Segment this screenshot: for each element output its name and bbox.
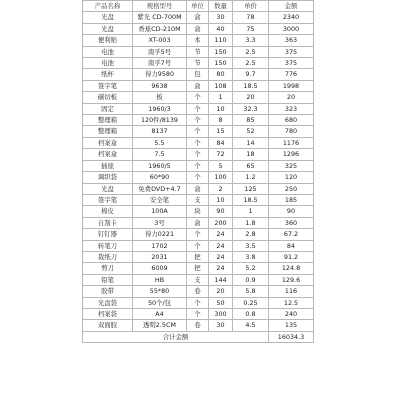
cell-amount[interactable]: 360 [269, 217, 314, 228]
cell-spec-model[interactable]: 南孚7号 [133, 58, 187, 69]
total-value[interactable]: 16034.3 [269, 331, 314, 342]
cell-amount[interactable]: 124.8 [269, 263, 314, 274]
cell-unit-price[interactable]: 65 [233, 160, 269, 171]
cell-spec-model[interactable]: 55*80 [133, 286, 187, 297]
header-product-name[interactable]: 产品名称 [83, 1, 133, 12]
cell-quantity[interactable]: 24 [209, 229, 233, 240]
cell-unit-price[interactable]: 1.8 [233, 217, 269, 228]
cell-product-name[interactable]: 胶带 [83, 286, 133, 297]
cell-unit[interactable]: 节 [187, 58, 209, 69]
cell-product-name[interactable]: 光盘 [83, 183, 133, 194]
cell-spec-model[interactable]: 1960/5 [133, 160, 187, 171]
cell-unit-price[interactable]: 125 [233, 183, 269, 194]
cell-unit-price[interactable]: 2.5 [233, 58, 269, 69]
table-row [83, 35, 314, 46]
table-row [83, 172, 314, 183]
cell-product-name[interactable]: 档案盒 [83, 137, 133, 148]
cell-quantity[interactable]: 20 [209, 286, 233, 297]
cell-amount[interactable]: 12.5 [269, 297, 314, 308]
cell-spec-model[interactable]: 得力0221 [133, 229, 187, 240]
cell-unit[interactable]: 个 [187, 126, 209, 137]
cell-spec-model[interactable]: A4 [133, 308, 187, 319]
cell-quantity[interactable]: 108 [209, 80, 233, 91]
cell-product-name[interactable]: 铅笔 [83, 274, 133, 285]
cell-amount[interactable]: 3000 [269, 23, 314, 34]
table-row [83, 103, 314, 114]
cell-quantity[interactable]: 84 [209, 137, 233, 148]
cell-spec-model[interactable]: 60*90 [133, 172, 187, 183]
cell-amount[interactable]: 363 [269, 35, 314, 46]
cell-unit[interactable]: 卷 [187, 320, 209, 331]
table-row [83, 69, 314, 80]
cell-quantity[interactable]: 110 [209, 35, 233, 46]
cell-product-name[interactable]: 整理箱 [83, 115, 133, 126]
cell-unit-price[interactable]: 4.5 [233, 320, 269, 331]
table-row [83, 297, 314, 308]
cell-product-name[interactable]: 自刮卡 [83, 217, 133, 228]
cell-product-name[interactable]: 转笔刀 [83, 240, 133, 251]
cell-unit[interactable]: 盒 [187, 183, 209, 194]
cell-spec-model[interactable]: 2031 [133, 251, 187, 262]
cell-unit-price[interactable]: 0.9 [233, 274, 269, 285]
cell-quantity[interactable]: 1 [209, 92, 233, 103]
header-unit[interactable]: 单位 [187, 1, 209, 12]
cell-unit[interactable]: 个 [187, 92, 209, 103]
table-row [83, 137, 314, 148]
table-row [83, 217, 314, 228]
cell-unit[interactable]: 包 [187, 69, 209, 80]
cell-product-name[interactable]: 剪刀 [83, 263, 133, 274]
cell-unit[interactable]: 块 [187, 206, 209, 217]
cell-amount[interactable]: 323 [269, 103, 314, 114]
cell-quantity[interactable]: 24 [209, 240, 233, 251]
cell-spec-model[interactable]: 50个/包 [133, 297, 187, 308]
cell-quantity[interactable]: 150 [209, 58, 233, 69]
cell-unit[interactable]: 把 [187, 263, 209, 274]
cell-unit-price[interactable]: 78 [233, 12, 269, 23]
table-row [83, 80, 314, 91]
cell-unit[interactable]: 盒 [187, 12, 209, 23]
cell-amount[interactable]: 116 [269, 286, 314, 297]
cell-product-name[interactable]: 光盘袋 [83, 297, 133, 308]
table-row [83, 23, 314, 34]
table-row [83, 183, 314, 194]
cell-unit-price[interactable]: 18 [233, 149, 269, 160]
cell-product-name[interactable]: 光盘 [83, 12, 133, 23]
cell-amount[interactable]: 250 [269, 183, 314, 194]
cell-unit-price[interactable]: 2.5 [233, 46, 269, 57]
cell-product-name[interactable]: 整理箱 [83, 126, 133, 137]
cell-spec-model[interactable]: 8137 [133, 126, 187, 137]
cell-spec-model[interactable]: 7.5 [133, 149, 187, 160]
cell-spec-model[interactable]: 120件/8139 [133, 115, 187, 126]
cell-quantity[interactable]: 80 [209, 69, 233, 80]
table-row [83, 194, 314, 205]
cell-product-name[interactable]: 光盘 [83, 23, 133, 34]
cell-unit-price[interactable]: 5.2 [233, 263, 269, 274]
spreadsheet-sheet [82, 0, 313, 343]
table-row [83, 274, 314, 285]
cell-quantity[interactable]: 5 [209, 160, 233, 171]
cell-quantity[interactable]: 40 [209, 23, 233, 34]
cell-quantity[interactable]: 8 [209, 115, 233, 126]
cell-spec-model[interactable]: 南孚5号 [133, 46, 187, 57]
cell-unit[interactable]: 个 [187, 103, 209, 114]
header-amount[interactable]: 金额 [269, 1, 314, 12]
cell-unit-price[interactable]: 20 [233, 92, 269, 103]
cell-product-name[interactable]: 调织袋 [83, 172, 133, 183]
cell-unit[interactable]: 本 [187, 35, 209, 46]
cell-amount[interactable]: 20 [269, 92, 314, 103]
cell-quantity[interactable]: 150 [209, 46, 233, 57]
cell-amount[interactable]: 1998 [269, 80, 314, 91]
cell-amount[interactable]: 1176 [269, 137, 314, 148]
table-row [83, 286, 314, 297]
table-row [83, 240, 314, 251]
table-row [83, 263, 314, 274]
cell-quantity[interactable]: 100 [209, 172, 233, 183]
cell-quantity[interactable]: 10 [209, 194, 233, 205]
cell-unit-price[interactable]: 32.3 [233, 103, 269, 114]
cell-unit[interactable]: 支 [187, 194, 209, 205]
cell-unit-price[interactable]: 3.5 [233, 240, 269, 251]
cell-spec-model[interactable]: 5.5 [133, 137, 187, 148]
table-row [83, 308, 314, 319]
cell-unit-price[interactable]: 18.5 [233, 80, 269, 91]
cell-quantity[interactable]: 300 [209, 308, 233, 319]
cell-unit-price[interactable]: 85 [233, 115, 269, 126]
cell-unit[interactable]: 个 [187, 172, 209, 183]
cell-product-name[interactable]: 档案袋 [83, 308, 133, 319]
table-row [83, 206, 314, 217]
cell-spec-model[interactable]: 紫光 CD-700M [133, 12, 187, 23]
cell-unit-price[interactable]: 0.8 [233, 308, 269, 319]
cell-spec-model[interactable]: 3号 [133, 217, 187, 228]
cell-unit[interactable]: 个 [187, 137, 209, 148]
cell-spec-model[interactable]: 得力9580 [133, 69, 187, 80]
cell-product-name[interactable]: 纸杯 [83, 69, 133, 80]
cell-unit[interactable]: 个 [187, 115, 209, 126]
cell-quantity[interactable]: 90 [209, 206, 233, 217]
cell-amount[interactable]: 680 [269, 115, 314, 126]
table-row [83, 229, 314, 240]
cell-unit-price[interactable]: 14 [233, 137, 269, 148]
cell-spec-model[interactable]: 6009 [133, 263, 187, 274]
cell-product-name[interactable]: 电池 [83, 46, 133, 57]
total-row [83, 331, 314, 342]
cell-unit[interactable]: 盒 [187, 23, 209, 34]
cell-product-name[interactable]: 电池 [83, 58, 133, 69]
table-row [83, 12, 314, 23]
cell-product-name[interactable]: 双面胶 [83, 320, 133, 331]
cell-unit-price[interactable]: 3.3 [233, 35, 269, 46]
cell-unit-price[interactable]: 1 [233, 206, 269, 217]
table-row [83, 92, 314, 103]
cell-amount[interactable]: 1296 [269, 149, 314, 160]
cell-unit[interactable]: 盒 [187, 80, 209, 91]
cell-unit-price[interactable]: 1.2 [233, 172, 269, 183]
cell-unit-price[interactable]: 18.5 [233, 194, 269, 205]
cell-quantity[interactable]: 144 [209, 274, 233, 285]
cell-amount[interactable]: 375 [269, 46, 314, 57]
cell-unit[interactable]: 卷 [187, 286, 209, 297]
table-row [83, 126, 314, 137]
cell-amount[interactable]: 325 [269, 160, 314, 171]
cell-unit-price[interactable]: 52 [233, 126, 269, 137]
cell-quantity[interactable]: 24 [209, 263, 233, 274]
header-spec-model[interactable]: 规格型号 [133, 1, 187, 12]
cell-product-name[interactable]: 钉钉器 [83, 229, 133, 240]
cell-unit[interactable]: 个 [187, 308, 209, 319]
cell-amount[interactable]: 91.2 [269, 251, 314, 262]
cell-quantity[interactable]: 200 [209, 217, 233, 228]
table-row [83, 160, 314, 171]
header-unit-price[interactable]: 单价 [233, 1, 269, 12]
cell-spec-model[interactable]: 板 [133, 92, 187, 103]
cell-unit-price[interactable]: 2.8 [233, 229, 269, 240]
cell-unit-price[interactable]: 0.25 [233, 297, 269, 308]
cell-unit[interactable]: 个 [187, 240, 209, 251]
cell-spec-model[interactable]: XT-003 [133, 35, 187, 46]
cell-unit-price[interactable]: 3.8 [233, 251, 269, 262]
cell-amount[interactable]: 240 [269, 308, 314, 319]
cell-quantity[interactable]: 50 [209, 297, 233, 308]
table-row [83, 115, 314, 126]
table-row [83, 149, 314, 160]
inventory-table [82, 0, 314, 343]
cell-spec-model[interactable]: 免费DVD+4.7 [133, 183, 187, 194]
cell-product-name[interactable]: 签字笔 [83, 194, 133, 205]
table-row [83, 58, 314, 69]
cell-unit[interactable]: 个 [187, 229, 209, 240]
cell-quantity[interactable]: 15 [209, 126, 233, 137]
cell-quantity[interactable]: 24 [209, 251, 233, 262]
table-body [83, 12, 314, 331]
cell-product-name[interactable]: 固定 [83, 103, 133, 114]
cell-quantity[interactable]: 30 [209, 320, 233, 331]
cell-spec-model[interactable]: 透明2.5CM [133, 320, 187, 331]
cell-unit-price[interactable]: 75 [233, 23, 269, 34]
cell-spec-model[interactable]: 9638 [133, 80, 187, 91]
cell-product-name[interactable]: 签字笔 [83, 80, 133, 91]
cell-amount[interactable]: 776 [269, 69, 314, 80]
total-label[interactable]: 合计金额 [83, 331, 269, 342]
cell-amount[interactable]: 84 [269, 240, 314, 251]
cell-unit-price[interactable]: 9.7 [233, 69, 269, 80]
cell-unit[interactable]: 支 [187, 274, 209, 285]
cell-unit[interactable]: 把 [187, 251, 209, 262]
cell-product-name[interactable]: 裁纸刀 [83, 251, 133, 262]
cell-amount[interactable]: 135 [269, 320, 314, 331]
cell-amount[interactable]: 120 [269, 172, 314, 183]
cell-quantity[interactable]: 72 [209, 149, 233, 160]
table-row [83, 251, 314, 262]
cell-spec-model[interactable]: HB [133, 274, 187, 285]
table-row [83, 320, 314, 331]
header-row [83, 1, 314, 12]
header-quantity[interactable]: 数量 [209, 1, 233, 12]
cell-spec-model[interactable]: 100A [133, 206, 187, 217]
cell-product-name[interactable]: 档案盒 [83, 149, 133, 160]
cell-unit[interactable]: 盒 [187, 217, 209, 228]
cell-product-name[interactable]: 插座 [83, 160, 133, 171]
cell-product-name[interactable]: 棉皮 [83, 206, 133, 217]
cell-product-name[interactable]: 便利贴 [83, 35, 133, 46]
cell-unit-price[interactable]: 5.8 [233, 286, 269, 297]
cell-amount[interactable]: 129.6 [269, 274, 314, 285]
cell-unit[interactable]: 个 [187, 297, 209, 308]
cell-amount[interactable]: 375 [269, 58, 314, 69]
cell-spec-model[interactable]: 安全笔 [133, 194, 187, 205]
cell-amount[interactable]: 90 [269, 206, 314, 217]
cell-spec-model[interactable]: 香蕉CD-210M [133, 23, 187, 34]
cell-spec-model[interactable]: 1702 [133, 240, 187, 251]
cell-quantity[interactable]: 30 [209, 12, 233, 23]
cell-spec-model[interactable]: 1960/3 [133, 103, 187, 114]
cell-product-name[interactable]: 碳切板 [83, 92, 133, 103]
cell-unit[interactable]: 节 [187, 46, 209, 57]
cell-quantity[interactable]: 2 [209, 183, 233, 194]
cell-amount[interactable]: 780 [269, 126, 314, 137]
table-row [83, 46, 314, 57]
cell-unit[interactable]: 个 [187, 160, 209, 171]
cell-amount[interactable]: 2340 [269, 12, 314, 23]
cell-amount[interactable]: 67.2 [269, 229, 314, 240]
cell-quantity[interactable]: 10 [209, 103, 233, 114]
cell-amount[interactable]: 185 [269, 194, 314, 205]
cell-unit[interactable]: 个 [187, 149, 209, 160]
